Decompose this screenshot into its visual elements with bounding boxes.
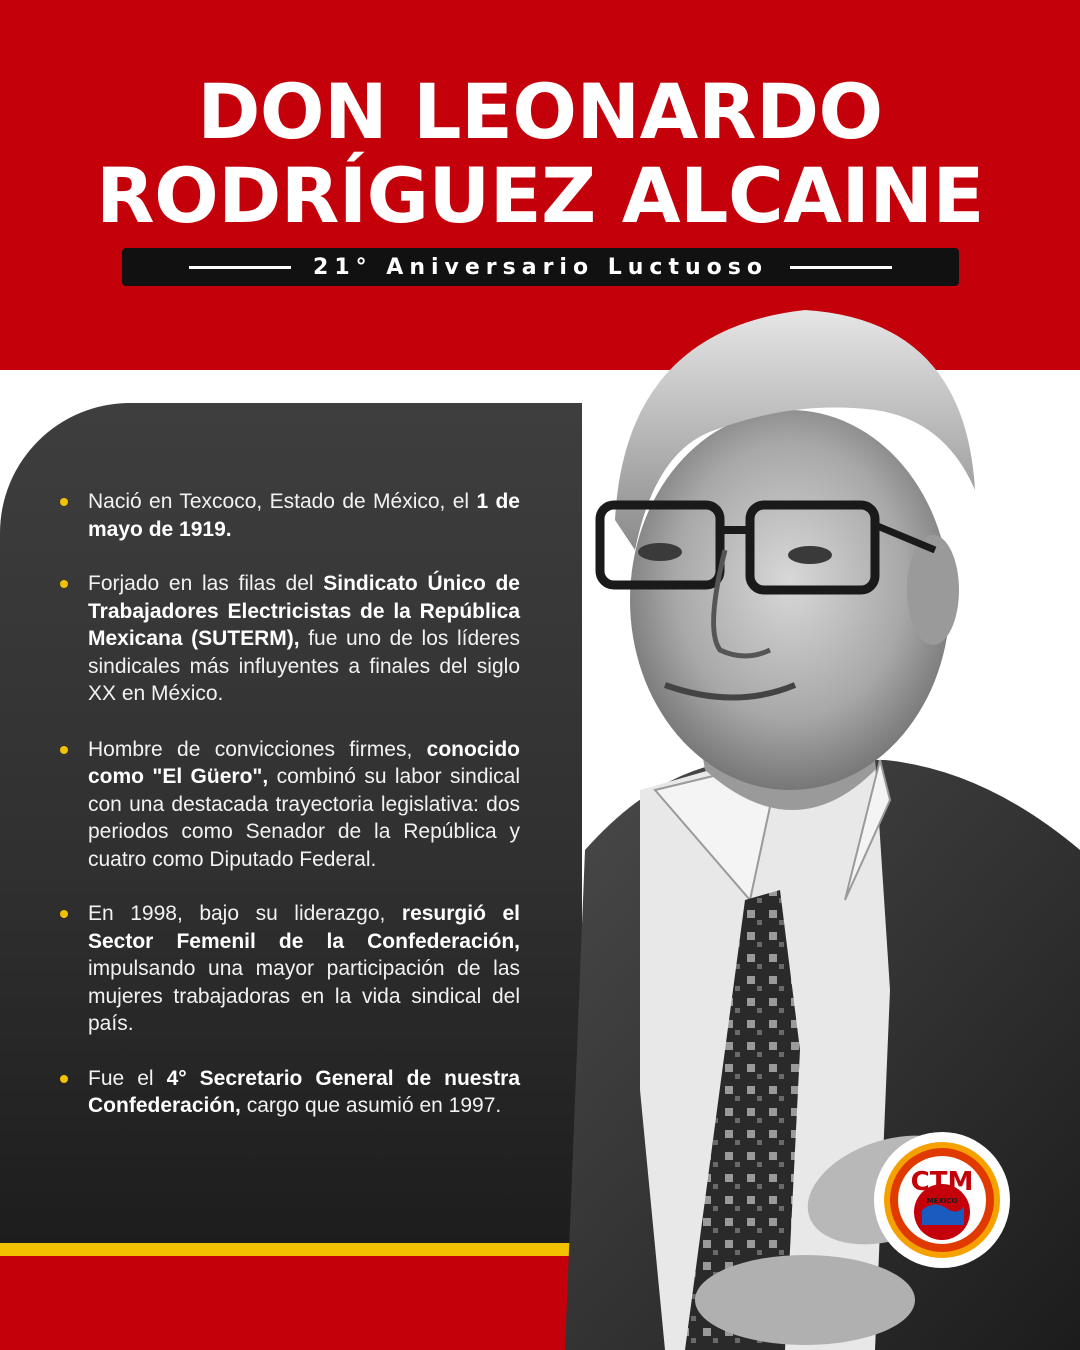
bullet-dot-icon: [60, 746, 68, 754]
bio-bullet-item: [60, 1065, 520, 1120]
subtitle-rule-right: [790, 266, 892, 269]
bullet-text: Hombre de convicciones firmes,: [88, 737, 427, 761]
bullet-dot-icon: [60, 910, 68, 918]
bullet-text: fue uno de los líderes sindicales más influyentes a finales del siglo XX en México.: [88, 627, 520, 705]
bio-bullet-item: [60, 900, 520, 1038]
title-line-1: DON LEONARDO: [197, 67, 883, 156]
bullet-text-bold: 1 de mayo de 1919.: [88, 490, 520, 541]
bullet-text: Nació en Texcoco, Estado de México, el: [88, 490, 477, 513]
subtitle-text: 21° Aniversario Luctuoso: [313, 254, 768, 280]
seal-country: MÉXICO: [926, 1197, 958, 1205]
bullet-text: cargo que asumió en 1997.: [240, 1094, 502, 1117]
bullet-text: Forjado en las filas del: [88, 572, 324, 595]
bullet-text-bold: Sindicato Único de Trabajadores Electricistas de la República Mexicana (SUTERM),: [88, 572, 520, 650]
bullet-dot-icon: [60, 1075, 68, 1083]
page-title: [0, 67, 1080, 240]
footer-band: [0, 1256, 582, 1350]
bio-bullet-item: [60, 570, 520, 708]
bio-bullet-item: [60, 736, 520, 874]
bio-bullet-item: [60, 488, 520, 543]
bullet-dot-icon: [60, 580, 68, 588]
seal-letters: CTM: [910, 1167, 974, 1197]
subtitle-rule-left: [189, 266, 291, 269]
bullet-text: En 1998, bajo su liderazgo,: [88, 902, 402, 925]
bullet-text: impulsando una mayor participación de las mujeres trabajadoras en la vida sindical del país.: [88, 957, 520, 1035]
bullet-text-bold: resurgió el Sector Femenil de la Confederación,: [88, 902, 520, 953]
bullet-text: combinó su labor sindical con una destacada trayectoria legislativa: dos periodos como Senador de la República y cuatro como Diputado Federal.: [88, 765, 521, 871]
bullet-text-bold: conocido como "El Güero",: [88, 737, 520, 788]
ctm-seal-icon: [872, 1130, 1012, 1270]
bullet-text-bold: 4° Secretario General de nuestra Confederación,: [88, 1066, 520, 1117]
bullet-text: Fue el: [88, 1066, 167, 1090]
subtitle-banner: [122, 248, 959, 286]
bio-bullet-list: [60, 488, 520, 1147]
title-line-2: RODRÍGUEZ ALCAINE: [96, 151, 984, 240]
bullet-dot-icon: [60, 498, 68, 506]
accent-stripe: [0, 1243, 582, 1256]
